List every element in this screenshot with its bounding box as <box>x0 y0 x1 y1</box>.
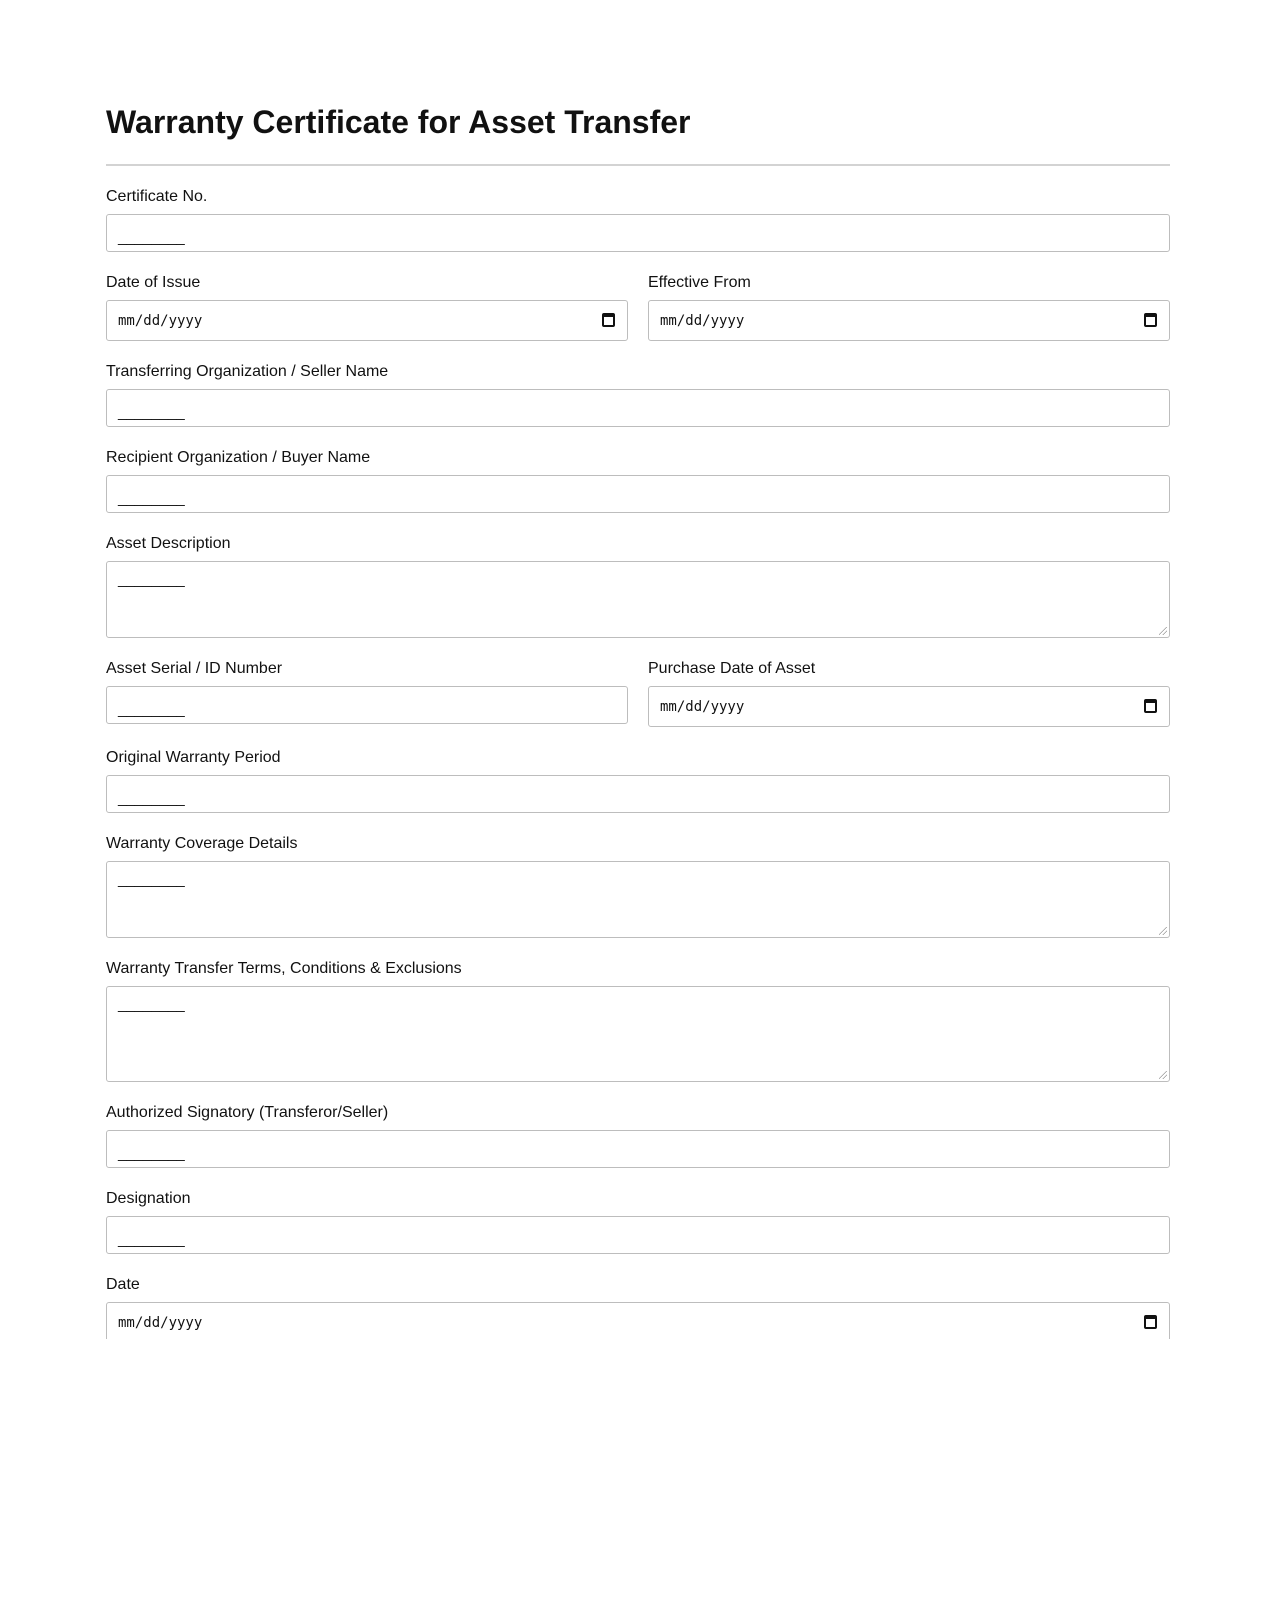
date-of-issue-group <box>106 274 628 341</box>
date-label: Date <box>106 1276 140 1293</box>
asset-serial-input[interactable] <box>106 686 628 724</box>
resize-handle-icon[interactable] <box>1159 927 1167 935</box>
authorized-signatory-group <box>106 1104 1170 1168</box>
date-group <box>106 1276 1170 1339</box>
asset-description-textarea[interactable] <box>106 561 1170 638</box>
buyer-name-value: ________ <box>118 490 185 507</box>
asset-serial-value: ________ <box>118 701 185 718</box>
certificate-no-input[interactable] <box>106 214 1170 252</box>
date-of-issue-input[interactable] <box>106 300 628 341</box>
calendar-icon[interactable] <box>1144 313 1157 327</box>
coverage-details-value: ________ <box>118 871 185 888</box>
certificate-form <box>106 80 1170 1339</box>
transfer-terms-value: ________ <box>118 996 185 1013</box>
purchase-date-label: Purchase Date of Asset <box>648 660 816 677</box>
asset-serial-group <box>106 660 628 727</box>
designation-input[interactable] <box>106 1216 1170 1254</box>
original-warranty-input[interactable] <box>106 775 1170 813</box>
asset-description-group <box>106 535 1170 638</box>
certificate-no-label: Certificate No. <box>106 188 208 205</box>
certificate-no-value: ________ <box>118 229 185 246</box>
original-warranty-value: ________ <box>118 790 185 807</box>
resize-handle-icon[interactable] <box>1159 1071 1167 1079</box>
coverage-details-textarea[interactable] <box>106 861 1170 938</box>
authorized-signatory-label: Authorized Signatory (Transferor/Seller) <box>106 1104 389 1121</box>
authorized-signatory-input[interactable] <box>106 1130 1170 1168</box>
asset-description-label: Asset Description <box>106 535 231 552</box>
transfer-terms-label: Warranty Transfer Terms, Conditions & Exclusions <box>106 960 462 977</box>
seller-name-input[interactable] <box>106 389 1170 427</box>
title-divider <box>106 164 1170 166</box>
asset-serial-label: Asset Serial / ID Number <box>106 660 283 677</box>
date-placeholder: mm/dd/yyyy <box>118 1315 203 1331</box>
effective-from-group <box>648 274 1170 341</box>
coverage-details-group <box>106 835 1170 938</box>
coverage-details-label: Warranty Coverage Details <box>106 835 298 852</box>
transfer-terms-textarea[interactable] <box>106 986 1170 1082</box>
seller-name-value: ________ <box>118 404 185 421</box>
calendar-icon[interactable] <box>1144 1315 1157 1329</box>
buyer-name-label: Recipient Organization / Buyer Name <box>106 449 371 466</box>
authorized-signatory-value: ________ <box>118 1145 185 1162</box>
designation-group <box>106 1190 1170 1254</box>
designation-value: ________ <box>118 1231 185 1248</box>
date-of-issue-label: Date of Issue <box>106 274 201 291</box>
resize-handle-icon[interactable] <box>1159 627 1167 635</box>
original-warranty-label: Original Warranty Period <box>106 749 281 766</box>
serial-purchase-row <box>106 660 1170 727</box>
form-body[interactable] <box>106 188 1170 1339</box>
purchase-date-placeholder: mm/dd/yyyy <box>660 699 745 715</box>
calendar-icon[interactable] <box>602 313 615 327</box>
certificate-no-group <box>106 188 1170 252</box>
seller-name-label: Transferring Organization / Seller Name <box>106 363 389 380</box>
date-input[interactable] <box>106 1302 1170 1339</box>
seller-name-group <box>106 363 1170 427</box>
issue-effective-row <box>106 274 1170 341</box>
effective-from-label: Effective From <box>648 274 751 291</box>
designation-label: Designation <box>106 1190 191 1207</box>
effective-from-placeholder: mm/dd/yyyy <box>660 313 745 329</box>
calendar-icon[interactable] <box>1144 699 1157 713</box>
transfer-terms-group <box>106 960 1170 1082</box>
buyer-name-group <box>106 449 1170 513</box>
original-warranty-group <box>106 749 1170 813</box>
purchase-date-group <box>648 660 1170 727</box>
date-of-issue-placeholder: mm/dd/yyyy <box>118 313 203 329</box>
asset-description-value: ________ <box>118 571 185 588</box>
effective-from-input[interactable] <box>648 300 1170 341</box>
page-title: Warranty Certificate for Asset Transfer <box>106 104 691 140</box>
purchase-date-input[interactable] <box>648 686 1170 727</box>
buyer-name-input[interactable] <box>106 475 1170 513</box>
